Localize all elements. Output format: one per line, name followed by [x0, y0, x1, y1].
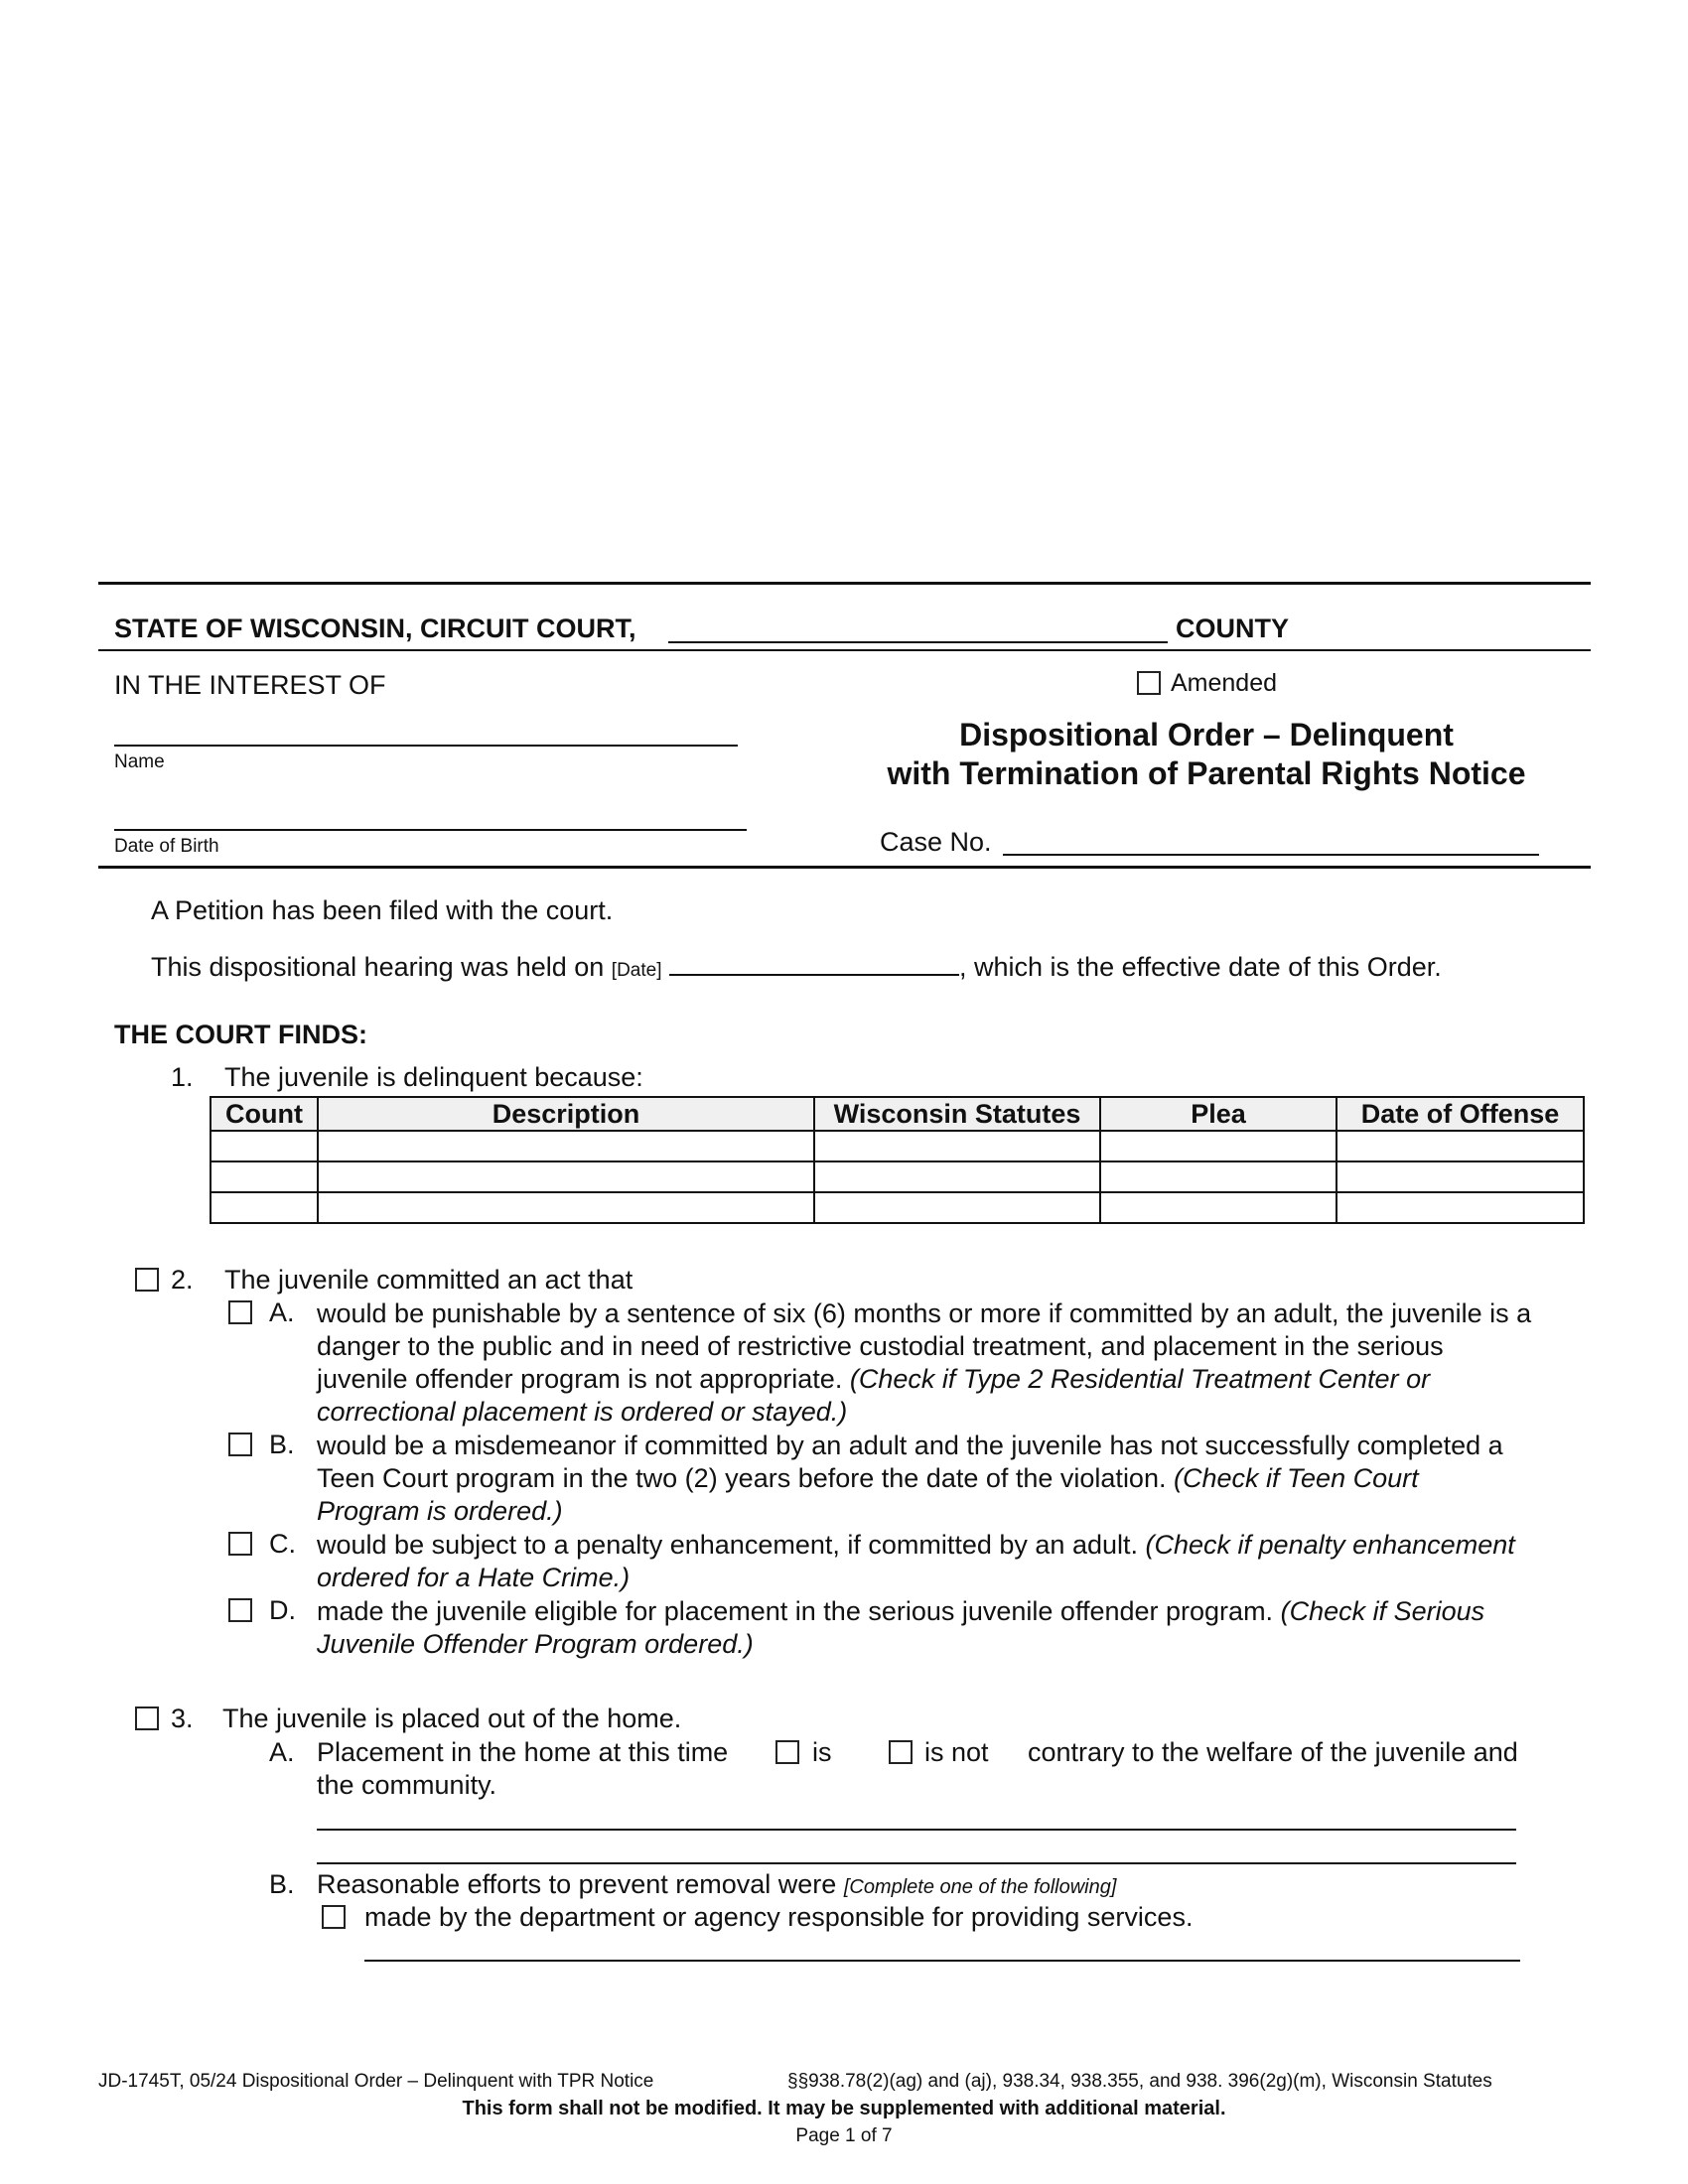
table-cell[interactable] — [1100, 1161, 1336, 1192]
table-row — [211, 1161, 1584, 1192]
item2c-letter: C. — [269, 1529, 296, 1559]
amended-label: Amended — [1171, 669, 1278, 697]
hearing-date-hint: [Date] — [611, 960, 662, 981]
offense-table-header — [211, 1097, 1584, 1131]
table-cell[interactable] — [211, 1192, 318, 1223]
top-rule — [98, 582, 1591, 585]
col-plea: Plea — [1100, 1097, 1336, 1131]
item2a-line2: danger to the public and in need of restrictive custodial treatment, and placement in the serious — [317, 1331, 1444, 1361]
county-input-line[interactable] — [668, 614, 1168, 643]
item3-checkbox[interactable] — [135, 1706, 159, 1730]
col-date-of-offense: Date of Offense — [1336, 1097, 1584, 1131]
item3b-option1-line[interactable] — [364, 1936, 1520, 1962]
table-cell[interactable] — [814, 1131, 1100, 1161]
header-bottom-rule — [98, 866, 1591, 869]
table-cell[interactable] — [318, 1192, 814, 1223]
item3b-text: Reasonable efforts to prevent removal were [Complete one of the following] — [317, 1869, 1117, 1899]
item2d-line1: made the juvenile eligible for placement in the serious juvenile offender program. (Check if Serious — [317, 1596, 1485, 1626]
item3a-explanation-line-2[interactable] — [317, 1839, 1516, 1864]
hearing-suffix: , which is the effective date of this Order. — [959, 952, 1442, 982]
item2c-line1: would be subject to a penalty enhancement, if committed by an adult. (Check if penalty enhancement — [317, 1530, 1515, 1560]
state-court-label: STATE OF WISCONSIN, CIRCUIT COURT, — [114, 614, 636, 643]
in-interest-label: IN THE INTEREST OF — [114, 670, 386, 700]
item3a-is-checkbox[interactable] — [775, 1740, 799, 1764]
name-input-line[interactable] — [114, 721, 738, 747]
hearing-date-line[interactable] — [669, 954, 959, 976]
item1-number: 1. — [171, 1062, 194, 1092]
item3a-suffix: contrary to the welfare of the juvenile and — [1028, 1737, 1518, 1767]
table-cell[interactable] — [1336, 1131, 1584, 1161]
item2a-text — [317, 1297, 1588, 1429]
table-cell[interactable] — [1336, 1161, 1584, 1192]
item3a-line2: the community. — [317, 1770, 497, 1800]
table-cell[interactable] — [814, 1161, 1100, 1192]
table-cell[interactable] — [1100, 1192, 1336, 1223]
item3b-option1-checkbox[interactable] — [322, 1905, 346, 1929]
item2c-line2: ordered for a Hate Crime.) — [317, 1563, 631, 1592]
table-row — [211, 1131, 1584, 1161]
case-no-label: Case No. — [880, 827, 992, 857]
header-rule-2 — [98, 649, 1591, 651]
item3a-is-not-checkbox[interactable] — [889, 1740, 913, 1764]
item2a-line4: correctional placement is ordered or stayed.) — [317, 1397, 848, 1427]
col-count: Count — [211, 1097, 318, 1131]
dob-label: Date of Birth — [114, 836, 219, 857]
item2a-checkbox[interactable] — [228, 1300, 252, 1324]
amended-checkbox[interactable] — [1137, 671, 1161, 695]
table-cell[interactable] — [1100, 1131, 1336, 1161]
item2c-text — [317, 1529, 1588, 1594]
table-cell[interactable] — [211, 1131, 318, 1161]
item2a-letter: A. — [269, 1297, 295, 1327]
item3a-letter: A. — [269, 1737, 295, 1767]
item2b-line1: would be a misdemeanor if committed by an adult and the juvenile has not successfully completed a — [317, 1431, 1503, 1460]
name-label: Name — [114, 751, 165, 772]
item2b-line3: Program is ordered.) — [317, 1496, 563, 1526]
case-no-input-line[interactable] — [1003, 828, 1539, 856]
item2b-letter: B. — [269, 1430, 295, 1459]
table-cell[interactable] — [1336, 1192, 1584, 1223]
petition-text: A Petition has been filed with the court. — [151, 895, 614, 925]
item3-number: 3. — [171, 1704, 194, 1733]
table-cell[interactable] — [318, 1131, 814, 1161]
county-label: COUNTY — [1176, 614, 1289, 643]
item2c-checkbox[interactable] — [228, 1532, 252, 1556]
item3-text: The juvenile is placed out of the home. — [222, 1704, 682, 1733]
hearing-prefix: This dispositional hearing was held on — [151, 952, 605, 982]
item2-checkbox[interactable] — [135, 1268, 159, 1292]
item3b-option1-text: made by the department or agency responsible for providing services. — [364, 1902, 1194, 1932]
item3b-letter: B. — [269, 1869, 295, 1899]
item3a-is-not-label: is not — [924, 1737, 989, 1767]
item3a-is-label: is — [812, 1737, 832, 1767]
table-row — [211, 1192, 1584, 1223]
item1-text: The juvenile is delinquent because: — [224, 1062, 643, 1092]
item2d-checkbox[interactable] — [228, 1598, 252, 1622]
item2b-checkbox[interactable] — [228, 1433, 252, 1456]
item2-text: The juvenile committed an act that — [224, 1265, 633, 1295]
court-finds-heading: THE COURT FINDS: — [114, 1020, 367, 1049]
table-cell[interactable] — [211, 1161, 318, 1192]
dob-input-line[interactable] — [114, 805, 747, 831]
item2b-line2: Teen Court program in the two (2) years before the date of the violation. (Check if Teen Court — [317, 1463, 1419, 1493]
item3a-text: Placement in the home at this time — [317, 1737, 729, 1767]
offense-table — [210, 1096, 1585, 1224]
form-title-line2: with Termination of Parental Rights Notice — [887, 755, 1526, 791]
item2a-line1: would be punishable by a sentence of six (6) months or more if committed by an adult, the juvenile is a — [317, 1298, 1532, 1328]
footer-form-id: JD-1745T, 05/24 Dispositional Order – Delinquent with TPR Notice — [98, 2071, 654, 2092]
item2d-line2: Juvenile Offender Program ordered.) — [317, 1629, 754, 1659]
table-cell[interactable] — [318, 1161, 814, 1192]
item3a-explanation-line-1[interactable] — [317, 1805, 1516, 1831]
hearing-text — [151, 952, 1442, 983]
col-description: Description — [318, 1097, 814, 1131]
form-title-line1: Dispositional Order – Delinquent — [959, 717, 1454, 752]
item2d-text — [317, 1595, 1588, 1661]
footer-statutes: §§938.78(2)(ag) and (aj), 938.34, 938.355, and 938. 396(2g)(m), Wisconsin Statutes — [787, 2071, 1492, 2092]
table-cell[interactable] — [814, 1192, 1100, 1223]
item2d-letter: D. — [269, 1595, 296, 1625]
footer-page-number: Page 1 of 7 — [795, 2125, 893, 2146]
item2b-text — [317, 1430, 1588, 1528]
footer-notice: This form shall not be modified. It may be supplemented with additional material. — [462, 2098, 1226, 2119]
col-statutes: Wisconsin Statutes — [814, 1097, 1100, 1131]
item2-number: 2. — [171, 1265, 194, 1295]
item2a-line3: juvenile offender program is not appropriate. (Check if Type 2 Residential Treatment Center or — [317, 1364, 1431, 1394]
